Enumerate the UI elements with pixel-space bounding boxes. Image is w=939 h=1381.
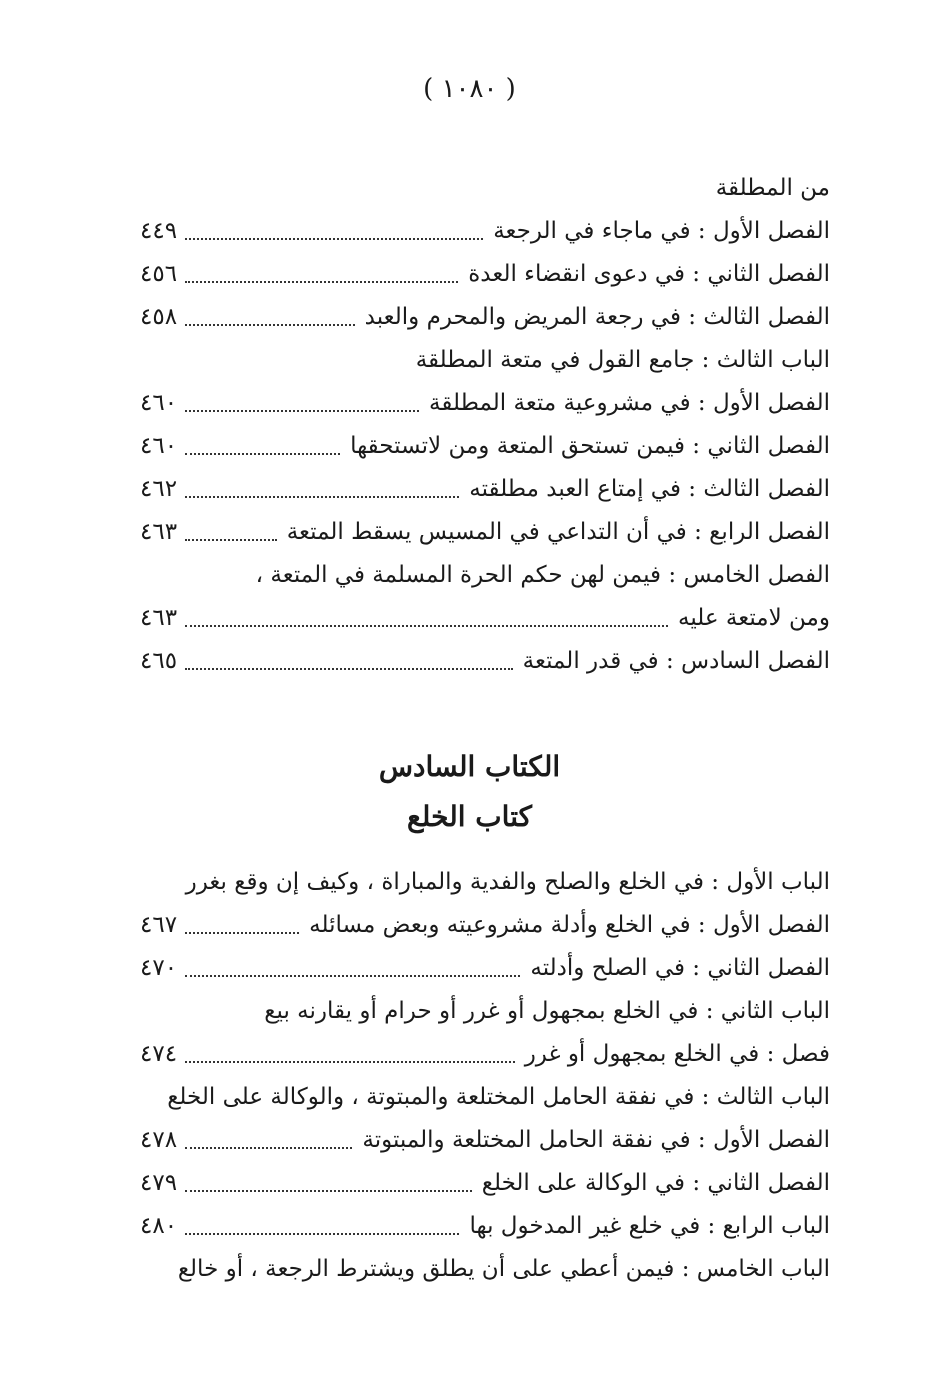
toc-entry-title: من المطلقة <box>715 175 830 202</box>
toc-entry-title: الباب الخامس : فيمن أعطي على أن يطلق ويشترط الرجعة ، أو خالع <box>177 1256 830 1283</box>
toc-entry-page: ٤٨٠ <box>140 1213 178 1240</box>
toc-entry-title: الفصل الثاني : في الصلح وأدلته <box>530 955 830 982</box>
toc-entry <box>140 254 830 297</box>
page-number: ( ١٠٨٠ ) <box>423 74 516 104</box>
toc-entry-title: الفصل الأول : في الخلع وأدلة مشروعيته وبعض مسائله <box>309 912 830 939</box>
section-heading <box>0 742 939 842</box>
toc-entry-title: الفصل الأول : في نفقة الحامل المختلعة والمبتوتة <box>362 1127 830 1154</box>
dot-leader <box>185 496 459 498</box>
toc-entry-page: ٤٦٠ <box>140 433 178 460</box>
toc-entry <box>140 598 830 641</box>
toc-entry <box>140 1163 830 1206</box>
dot-leader <box>185 1190 472 1192</box>
dot-leader <box>185 238 483 240</box>
toc-entry <box>140 862 830 905</box>
dot-leader <box>185 625 668 627</box>
dot-leader <box>185 324 355 326</box>
toc-entry <box>140 555 830 598</box>
toc-entry-title: الفصل الأول : في ماجاء في الرجعة <box>493 218 830 245</box>
toc-entry-title: الباب الأول : في الخلع والصلح والفدية والمباراة ، وكيف إن وقع بغرر <box>185 869 830 896</box>
toc-entry-title: الباب الثالث : في نفقة الحامل المختلعة والمبتوتة ، والوكالة على الخلع <box>167 1084 830 1111</box>
toc-entry-title: الفصل الخامس : فيمن لهن حكم الحرة المسلمة في المتعة ، <box>255 562 830 589</box>
toc-entry-title: فصل : في الخلع بمجهول أو غرر <box>524 1041 830 1068</box>
toc-entry-title: ومن لامتعة عليه <box>678 605 830 632</box>
toc-entry-title: الفصل الأول : في مشروعية متعة المطلقة <box>429 390 830 417</box>
toc-entry <box>140 905 830 948</box>
toc-entry <box>140 1206 830 1249</box>
toc-entry-title: الفصل الثاني : في دعوى انقضاء العدة <box>468 261 830 288</box>
toc-entry-page: ٤٦٣ <box>140 519 178 546</box>
toc-entry <box>140 1249 830 1292</box>
toc-entry-page: ٤٤٩ <box>140 218 178 245</box>
dot-leader <box>185 453 340 455</box>
toc-top-list <box>140 168 830 684</box>
toc-entry <box>140 641 830 684</box>
toc-entry <box>140 469 830 512</box>
toc-entry-page: ٤٧٨ <box>140 1127 178 1154</box>
dot-leader <box>185 975 520 977</box>
toc-entry-page: ٤٥٦ <box>140 261 178 288</box>
toc-entry-title: الفصل الرابع : في أن التداعي في المسيس يسقط المتعة <box>286 519 830 546</box>
toc-entry-page: ٤٦٠ <box>140 390 178 417</box>
toc-entry-title: الفصل الثاني : فيمن تستحق المتعة ومن لاتستحقها <box>350 433 830 460</box>
toc-entry <box>140 1120 830 1163</box>
toc-entry <box>140 991 830 1034</box>
toc-entry-page: ٤٦٥ <box>140 648 178 675</box>
toc-entry <box>140 948 830 991</box>
toc-entry-page: ٤٦٧ <box>140 912 178 939</box>
toc-entry <box>140 297 830 340</box>
toc-entry <box>140 1034 830 1077</box>
toc-entry-title: الفصل الثالث : في رجعة المريض والمحرم والعبد <box>364 304 830 331</box>
toc-entry-title: الباب الثالث : جامع القول في متعة المطلقة <box>415 347 830 374</box>
toc-entry-page: ٤٥٨ <box>140 304 178 331</box>
dot-leader <box>185 410 419 412</box>
toc-entry <box>140 1077 830 1120</box>
dot-leader <box>185 1233 459 1235</box>
toc-entry-title: الفصل الثالث : في إمتاع العبد مطلقته <box>469 476 830 503</box>
dot-leader <box>185 1147 352 1149</box>
toc-entry <box>140 426 830 469</box>
toc-entry <box>140 383 830 426</box>
dot-leader <box>185 668 513 670</box>
toc-entry-page: ٤٧٤ <box>140 1041 178 1068</box>
toc-entry <box>140 340 830 383</box>
toc-entry-title: الباب الرابع : في خلع غير المدخول بها <box>469 1213 830 1240</box>
toc-entry-page: ٤٧٩ <box>140 1170 178 1197</box>
dot-leader <box>185 1061 515 1063</box>
dot-leader <box>185 932 299 934</box>
dot-leader <box>185 539 277 541</box>
book-title: كتاب الخلع <box>407 800 532 833</box>
toc-entry-title: الفصل الثاني : في الوكالة على الخلع <box>481 1170 830 1197</box>
toc-bottom-list <box>140 862 830 1292</box>
book-heading: الكتاب السادس <box>378 750 561 783</box>
toc-entry-title: الباب الثاني : في الخلع بمجهول أو غرر أو حرام أو يقارنه بيع <box>264 998 830 1025</box>
toc-entry-page: ٤٦٢ <box>140 476 178 503</box>
toc-entry <box>140 211 830 254</box>
toc-entry <box>140 168 830 211</box>
toc-entry-page: ٤٦٣ <box>140 605 178 632</box>
toc-entry <box>140 512 830 555</box>
toc-entry-page: ٤٧٠ <box>140 955 178 982</box>
toc-entry-title: الفصل السادس : في قدر المتعة <box>522 648 830 675</box>
dot-leader <box>185 281 458 283</box>
